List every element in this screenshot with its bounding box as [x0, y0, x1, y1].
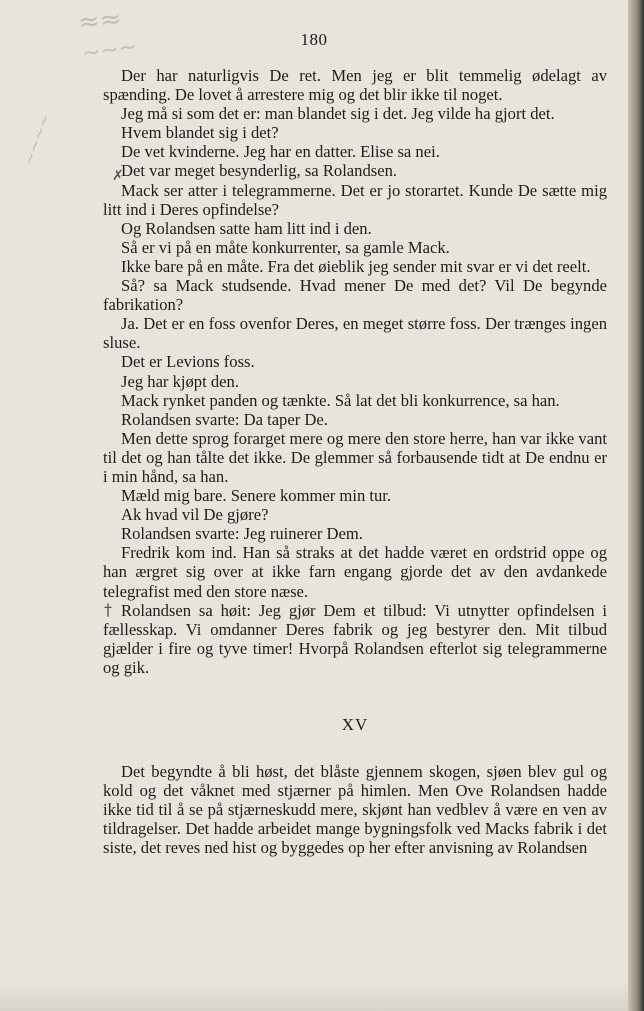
- paragraph: Hvem blandet sig i det?: [121, 123, 279, 143]
- paragraph: Mæld mig bare. Senere kommer min tur.: [121, 486, 392, 506]
- chapter-heading: XV: [341, 715, 369, 734]
- paragraph: Fredrik kom ind. Han så straks at det hadde været en ordstrid oppe og han ærgret sig over at ikke farn engang gjorde det av den avdankede telegrafist med den store næse.: [103, 543, 607, 601]
- paragraph: Men dette sprog forarget mere og mere den store herre, han var ikke vant til det og han tålte det ikke. De glemmer så forbausende tidt at De endnu er i min hånd, sa han.: [103, 428, 607, 486]
- paragraph: Mack rynket panden og tænkte. Så lat det bli konkurrence, sa han.: [121, 390, 560, 410]
- pencil-margin-mark: ✗: [112, 168, 124, 184]
- pencil-scribble: ≈≈: [76, 3, 124, 39]
- paragraph: Og Rolandsen satte ham litt ind i den.: [121, 218, 372, 238]
- paragraph: Rolandsen svarte: Da taper De.: [121, 409, 328, 429]
- pencil-scribble: ∼∼∼: [80, 34, 139, 67]
- paragraph: Rolandsen sa høit: Jeg gjør Dem et tilbud: Vi utnytter opfindelsen i fællesskap. Vi omdanner Deres fabrik og jeg bestyrer den. Mit tilbud gjælder i fire og tyve timer! Hvorpå Rolandsen efterlot sig telegrammerne og gik.: [103, 600, 607, 677]
- page-edge: [628, 0, 644, 1011]
- paragraph: Ak hvad vil De gjøre?: [121, 505, 269, 525]
- paragraph: Så? sa Mack studsende. Hvad mener De med det? Vil De begynde fabrikation?: [103, 276, 607, 315]
- paragraph: Rolandsen svarte: Jeg ruinerer Dem.: [121, 524, 363, 544]
- page-number: 180: [300, 30, 328, 49]
- pencil-margin-mark: †: [104, 600, 112, 619]
- page-text: [103, 66, 607, 858]
- page-bottom-shade: [0, 981, 628, 1011]
- paragraph: Det er Levions foss.: [121, 352, 255, 372]
- paragraph: Der har naturligvis De ret. Men jeg er blit temmelig ødelagt av spænding. De lovet å arrestere mig og det blir ikke til noget.: [103, 66, 607, 105]
- paragraph: Så er vi på en måte konkurrenter, sa gamle Mack.: [121, 237, 450, 257]
- paragraph: Det var meget besynderlig, sa Rolandsen.: [121, 161, 398, 181]
- paragraph: Det begyndte å bli høst, det blåste gjennem skogen, sjøen blev gul og kold og det våknet med stjærner på himlen. Men Ove Rolandsen hadde ikke tid til å se på stjærneskudd mere, skjønt han vedblev å være en ven av tildragelser. Det hadde arbeidet mange bygningsfolk ved Macks fabrik i det siste, det reves ned hist og byggedes op her efter anvisning av Rolandsen: [103, 762, 607, 858]
- paragraph: Jeg må si som det er: man blandet sig i det. Jeg vilde ha gjort det.: [121, 104, 555, 124]
- pencil-scribble: ∼∼∼∼: [18, 111, 55, 168]
- paragraph: Mack ser atter i telegrammerne. Det er jo storartet. Kunde De sætte mig litt ind i Deres opfindelse?: [103, 180, 607, 219]
- paragraph: Ja. Det er en foss ovenfor Deres, en meget større foss. Der trænges ingen sluse.: [103, 314, 607, 353]
- paragraph: Ikke bare på en måte. Fra det øieblik jeg sender mit svar er vi det reelt.: [121, 256, 591, 276]
- paragraph: De vet kvinderne. Jeg har en datter. Elise sa nei.: [121, 142, 440, 162]
- paragraph: Jeg har kjøpt den.: [121, 371, 239, 391]
